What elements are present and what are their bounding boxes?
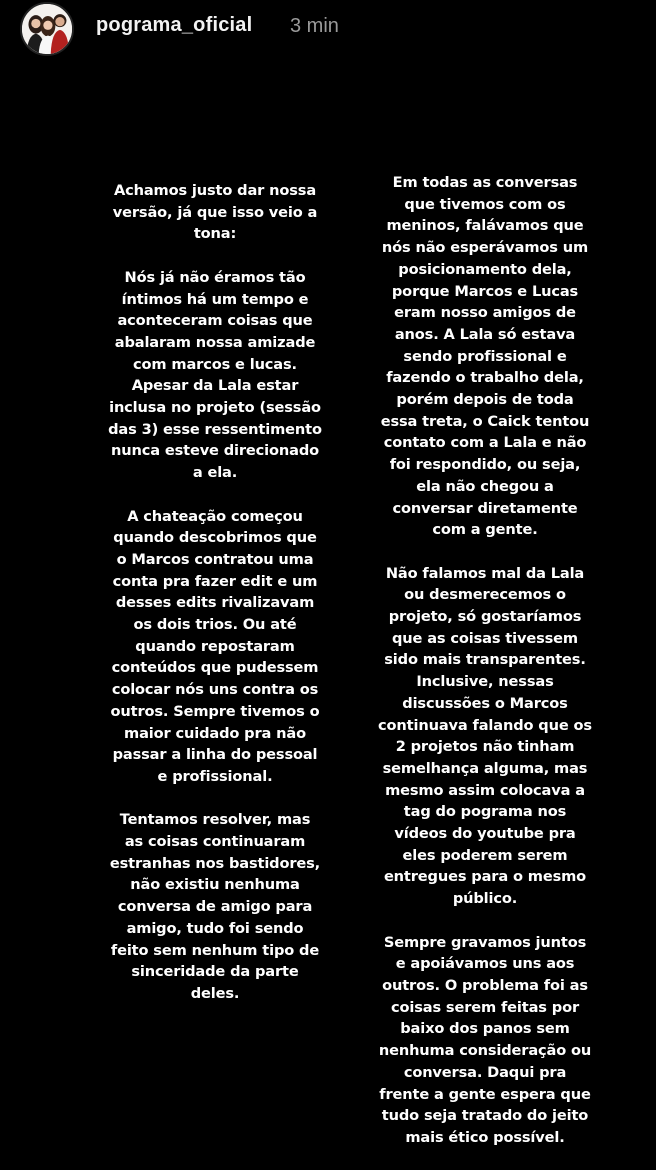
- username[interactable]: pograma_oficial: [96, 14, 253, 36]
- text-paragraph: A chateação começou quando descobrimos que o Marcos contratou uma conta pra fazer edit e um desses edits rivalizavam os dois trios. Ou até quando repostaram conteúdos que pudessem colocar nós uns contra os outros. Sempre tivemos o maior cuidado pra não passar a linha do pessoal e profissional.: [110, 507, 320, 785]
- text-paragraph: Nós já não éramos tão íntimos há um tempo e aconteceram coisas que abalaram nossa amizade com marcos e lucas. Apesar da Lala estar inclusa no projeto (sessão das 3) esse ressentimento nunca esteve direcionado a ela.: [108, 268, 322, 482]
- text-paragraph: Achamos justo dar nossa versão, já que isso veio a tona:: [112, 182, 318, 243]
- text-paragraph: Sempre gravamos juntos e apoiávamos uns aos outros. O problema foi as coisas serem feitas por baixo dos panos sem nenhuma consideração ou conversa. Daqui pra frente a gente espera que tudo seja tratado do jeito mais ético possível.: [378, 933, 592, 1146]
- avatar[interactable]: [20, 2, 74, 56]
- text-paragraph: Tentamos resolver, mas as coisas continuaram estranhas nos bastidores, não existiu nenhuma conversa de amigo para amigo, tudo foi sendo feito sem nenhum tipo de sinceridade da parte deles.: [109, 811, 321, 1002]
- text-paragraph: Em todas as conversas que tivemos com os meninos, falávamos que nós não esperávamos um posicionamento dela, porque Marcos e Lucas eram nosso amigos de anos. A Lala só estava sendo profissional e fazendo o trabalho dela, porém depois de toda essa treta, o Caick tentou contato com a Lala e não foi respondido, ou seja, ela não chegou a conversar diretamente com a gente.: [380, 174, 590, 539]
- text-paragraph: Não falamos mal da Lala ou desmerecemos o projeto, só gostaríamos que as coisas tivessem sido mais transparentes. Inclusive, nessas discussões o Marcos continuava falando que os 2 projetos não tinham semelhança alguma, mas mesmo assim colocava a tag do pograma nos vídeos do youtube pra eles poderem serem entregues para o mesmo público.: [378, 564, 592, 908]
- story-text-left-column: [100, 180, 330, 1026]
- story-timestamp: 3 min: [290, 15, 339, 37]
- story-text-right-column: [370, 172, 600, 1170]
- story-header: [0, 0, 656, 60]
- profile-photo-icon: [22, 4, 72, 54]
